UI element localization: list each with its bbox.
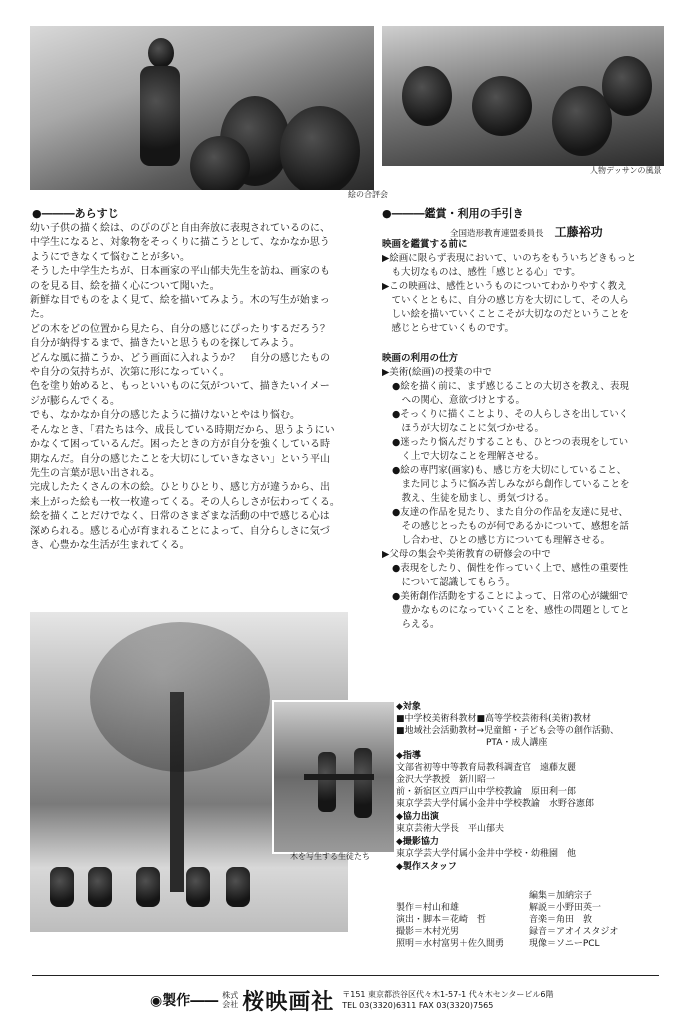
staff-heading: ◆製作スタッフ — [396, 862, 457, 872]
footer-company-type-2: 会社 — [222, 1000, 239, 1009]
guidance-line: 前・新宿区立西戸山中学校教諭 原田利一郎 — [396, 787, 577, 797]
staff-right: 録音＝アオイスタジオ — [529, 927, 619, 937]
usage-pta-heading: ▶父母の集会や美術教育の研修会の中で — [382, 549, 551, 560]
guide-author — [450, 221, 603, 240]
list-item: ●絵を描く前に、まず感じることの大切さを教え、表現 への関心、意欲づけとする。 — [392, 381, 629, 406]
staff-list — [396, 890, 676, 950]
list-item: ●迷ったり悩んだりすることも、ひとつの表現をしてい く上で大切なことを理解させる。 — [392, 437, 629, 462]
footer-company-type-1: 株式 — [222, 991, 239, 1000]
staff-row — [396, 914, 676, 926]
staff-left: 照明＝水村富男＋佐久間勇 — [396, 939, 505, 949]
staff-right: 編集＝加納宗子 — [529, 891, 593, 901]
usage-art-list — [382, 366, 672, 632]
shooting-line: 東京学芸大学付属小金井中学校・幼稚園 他 — [396, 849, 577, 859]
footer-company-type — [222, 991, 238, 1009]
credits-block — [396, 700, 676, 873]
appearance-line: 東京芸術大学長 平山郁夫 — [396, 824, 505, 834]
footer-divider — [32, 975, 659, 976]
guide-heading: ●―――鑑賞・利用の手引き — [382, 207, 524, 220]
list-item: ●美術創作活動をすることによって、日常の心が繊細で 豊かなものになっていくことを、感性の問題としてと らえる。 — [392, 591, 630, 630]
photo-figure-drawing-caption: 人物デッサンの風景 — [590, 166, 662, 175]
photo-critique-session — [30, 26, 374, 190]
guide-author-title: 全国造形教育連盟委員長 — [450, 229, 544, 239]
staff-row — [396, 890, 676, 902]
list-item: ▶この映画は、感性というものについてわかりやすく教え ていくとともに、自分の感じ方を大切にして、その人ら しい絵を描いていくことこそが大切なのだということを 感じとらせていくものです。 — [382, 281, 630, 334]
list-item: ▶絵画に限らず表現において、いのちをもういちどきもっと も大切なものは、感性「感じとる心」です。 — [382, 253, 637, 278]
staff-right: 音楽＝角田 敦 — [529, 915, 593, 925]
footer-label: ◉製作―― — [150, 993, 219, 1009]
usage-heading: 映画の利用の仕方 — [382, 353, 459, 364]
guidance-line: 文部省初等中等教育局教科調査官 遠藤友麗 — [396, 763, 577, 773]
photo-critique-caption: 絵の合評会 — [348, 190, 388, 199]
staff-row — [396, 926, 676, 938]
staff-left: 製作＝村山和雄 — [396, 903, 460, 913]
list-item: ●そっくりに描くことより、その人らしさを出していく ほうが大切なことに気づかせる。 — [392, 409, 629, 434]
footer-address: 〒151 東京都渋谷区代々木1-57-1 代々木センタービル6階 — [342, 990, 554, 999]
staff-right: 現像＝ソニーPCL — [529, 939, 600, 949]
guidance-line: 東京学芸大学付属小金井中学校教諭 水野谷憲郎 — [396, 799, 595, 809]
footer-company-name: 桜映画社 — [242, 989, 335, 1015]
guide-author-name: 工藤裕功 — [554, 225, 603, 239]
list-item: ●友達の作品を見たり、また自分の作品を友達に見せ、 その感じとったものが何であるかについて、感想を話 し合わせ、ひとの感じ方についても理解させる。 — [392, 507, 629, 546]
guidance-heading: ◆指導 — [396, 751, 421, 761]
footer — [150, 982, 554, 1018]
staff-row — [396, 902, 676, 914]
photo-students-caption: 木を写生する生徒たち — [290, 852, 370, 861]
staff-left: 撮影＝木村光男 — [396, 927, 460, 937]
guidance-line: 金沢大学教授 新川昭一 — [396, 775, 496, 785]
synopsis-heading: ●―――あらすじ — [32, 207, 119, 220]
target-line: ■地域社会活動教材→児童館・子ども会等の創作活動、 — [396, 726, 620, 736]
staff-left: 演出・脚本＝花崎 哲 — [396, 915, 487, 925]
target-line: ■中学校美術科教材■高等学校芸術科(美術)教材 — [396, 714, 592, 724]
target-heading: ◆対象 — [396, 702, 421, 712]
appearance-heading: ◆協力出演 — [396, 812, 439, 822]
footer-phone: TEL 03(3320)6311 FAX 03(3320)7565 — [342, 1001, 494, 1010]
target-line: PTA・成人講座 — [396, 738, 548, 748]
before-viewing-list — [382, 252, 672, 336]
list-item: ●表現をしたり、個性を作っていく上で、感性の重要性 について認識してもらう。 — [392, 563, 629, 588]
shooting-heading: ◆撮影協力 — [396, 837, 439, 847]
usage-art-heading: ▶美術(絵画)の授業の中で — [382, 367, 492, 378]
list-item: ●絵の専門家(画家)も、感じ方を大切にしていること、 また同じように悩み苦しみながら創作していることを 教え、生徒を励まし、勇気づける。 — [392, 465, 630, 504]
synopsis-body: 幼い子供の描く絵は、のびのびと自由奔放に表現されているのに、 中学生になると、対象物をそっくりに描こうとして、なかなか思う ようにできなくて悩むことが多い。 そうした中学生たちが、日本画家の平山郁夫先生を訪ね、画家のも のを見る目、絵を描く心について聞いた。 新鮮な目でものをよく見て、絵を描いてみよう。木の写生が始まっ た。 どの木をどの位置から見たら、自分の感じにぴったりするだろう？ 自分が納得するまで、描きたいと思うものを探してみよう。 どんな風に描こうか、どう画面に入れようか？ 自分の感じたもの や自分の気持ちが、次第に形になっていく。 色を塗り始めると、もっといいものに気がついて、描きたいイメー ジが膨らんでくる。 でも、なかなか自分の感じたように描けないとやはり悩む。 そんなとき、「君たちは今、成長している時期だから、思うようにい かなくて困っているんだ。困ったときの方が自分を強くしている時 期なんだ。自分の感じたことを大切にしていきなさい」という平山 先生の言葉が思い出される。 完成したたくさんの木の絵。ひとりひとり、感じ方が違うから、出 来上がった絵も一枚一枚違ってくる。その人らしさが伝わってくる。 絵を描くことだけでなく、日常のさまざまな活動の中で感じる心は 深められる。感じる心が育まれることによって、自分らしさに気づ き、心豊かな生活が生まれてくる。 — [30, 223, 340, 551]
staff-left — [396, 890, 529, 902]
photo-students-inset — [272, 700, 396, 854]
before-viewing-heading: 映画を鑑賞する前に — [382, 239, 468, 250]
staff-row — [396, 938, 676, 950]
footer-address-block — [342, 989, 553, 1011]
photo-figure-drawing — [382, 26, 664, 166]
staff-right: 解説＝小野田英一 — [529, 903, 602, 913]
